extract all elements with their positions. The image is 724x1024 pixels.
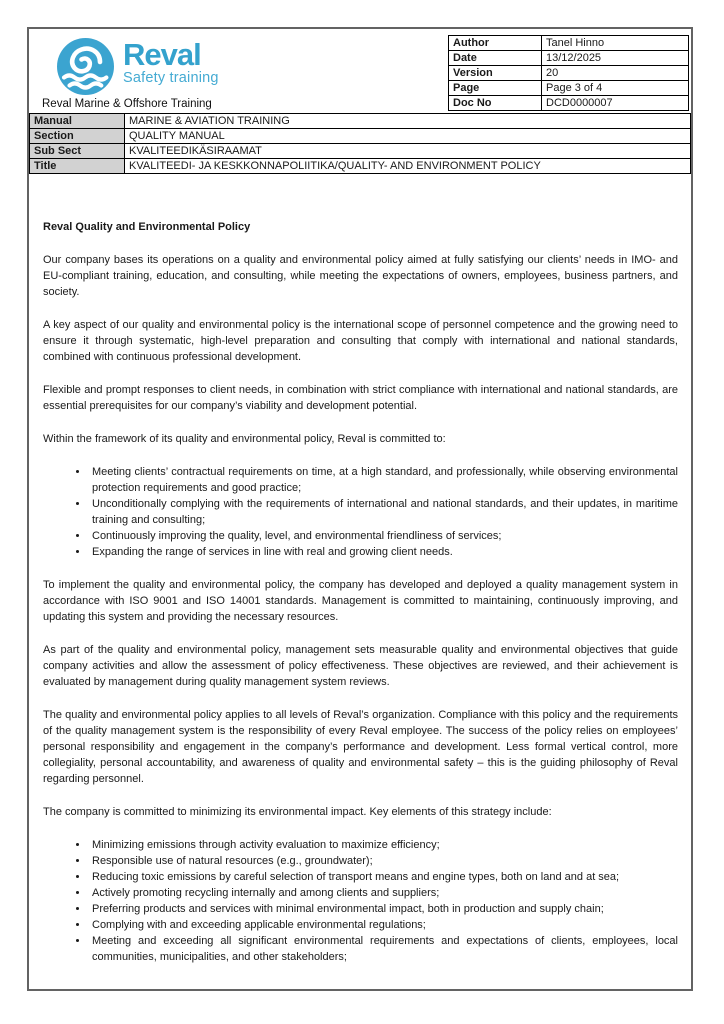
list-item: • Meeting and exceeding all significant environmental requirements and expectations of clients, employees, local communities, municipalities, and other stakeholders; — [89, 933, 678, 965]
wave-circle-icon — [57, 38, 114, 95]
paragraph: The company is committed to minimizing its environmental impact. Key elements of this strategy include: — [43, 806, 552, 818]
document-info-table — [448, 35, 689, 111]
list-item: • Expanding the range of services in line with real and growing client needs. — [89, 544, 678, 560]
meta-row-title — [30, 159, 691, 174]
meta-value: KVALITEEDI- JA KESKKONNAPOLIITIKA/QUALITY- AND ENVIRONMENT POLICY — [125, 159, 691, 174]
info-row-page — [449, 81, 689, 96]
paragraph: Within the framework of its quality and environmental policy, Reval is committed to: — [43, 433, 446, 445]
paragraph: Flexible and prompt responses to client needs, in combination with strict compliance with international and national standards, are essential prerequisites for our company’s viability and development potential. — [43, 384, 678, 412]
list-item: • Continuously improving the quality, level, and environmental friendliness of services; — [89, 528, 678, 544]
info-value: Page 3 of 4 — [542, 81, 689, 96]
list-item: • Reducing toxic emissions by careful selection of transport means and engine types, both on land and at sea; — [89, 869, 678, 885]
list-item: • Unconditionally complying with the requirements of international and national standards, and their updates, in maritime training and consulting; — [89, 496, 678, 528]
info-row-version — [449, 66, 689, 81]
info-label: Author — [449, 36, 542, 51]
info-value: 20 — [542, 66, 689, 81]
logo-brand-name: Reval — [123, 37, 201, 72]
list-item: • Preferring products and services with minimal environmental impact, both in production and supply chain; — [89, 901, 678, 917]
list-item: • Actively promoting recycling internally and among clients and suppliers; — [89, 885, 678, 901]
info-label: Page — [449, 81, 542, 96]
body-heading: Reval Quality and Environmental Policy — [43, 221, 251, 233]
meta-value: MARINE & AVIATION TRAINING — [125, 114, 691, 129]
info-label: Date — [449, 51, 542, 66]
meta-value: QUALITY MANUAL — [125, 129, 691, 144]
paragraph: The quality and environmental policy applies to all levels of Reval’s organization. Compliance with this policy and the requirements of the quality management system is the responsibility of every Reval employee. The success of the policy relies on employees’ personal responsibility and engagement in the company’s performance and development. Less formal vertical control, more collegiality, personal accountability, and awareness of quality and environmental safety – this is the guiding philosophy of Reval regarding personnel. — [43, 709, 678, 785]
meta-label: Sub Sect — [30, 144, 125, 159]
list-item: • Minimizing emissions through activity evaluation to maximize efficiency; — [89, 837, 678, 853]
reval-logo — [57, 38, 219, 95]
document-body — [29, 174, 691, 965]
page-border-frame — [27, 27, 693, 991]
info-row-docno — [449, 96, 689, 111]
info-label: Version — [449, 66, 542, 81]
company-line: Reval Marine & Offshore Training — [42, 98, 212, 110]
info-label: Doc No — [449, 96, 542, 111]
logo-tagline: Safety training — [123, 70, 219, 86]
paragraph: As part of the quality and environmental policy, management sets measurable quality and environmental objectives that guide company activities and allow the assessment of policy effectiveness. These objectives are reviewed, and their achievement is evaluated by management during quality management system reviews. — [43, 644, 678, 688]
meta-value: KVALITEEDIKÄSIRAAMAT — [125, 144, 691, 159]
commitments-list — [43, 464, 678, 560]
paragraph: A key aspect of our quality and environmental policy is the international scope of personnel competence and the growing need to ensure it through systematic, high-level preparation and consulting that comply with international and national standards, combined with continuous professional development. — [43, 319, 678, 363]
environmental-strategy-list — [43, 837, 678, 965]
paragraph: To implement the quality and environmental policy, the company has developed and deployed a quality management system in accordance with ISO 9001 and ISO 14001 standards. Management is committed to maintaining, continuously improving, and updating this system and providing the necessary resources. — [43, 579, 678, 623]
list-item: • Responsible use of natural resources (e.g., groundwater); — [89, 853, 678, 869]
meta-label: Title — [30, 159, 125, 174]
meta-label: Section — [30, 129, 125, 144]
info-row-author — [449, 36, 689, 51]
meta-row-subsect — [30, 144, 691, 159]
info-value: Tanel Hinno — [542, 36, 689, 51]
list-item: • Complying with and exceeding applicable environmental regulations; — [89, 917, 678, 933]
list-item: • Meeting clients’ contractual requirements on time, at a high standard, and professionally, while observing environmental protection requirements and good practice; — [89, 464, 678, 496]
logo-text — [123, 38, 219, 86]
meta-row-section — [30, 129, 691, 144]
meta-row-manual — [30, 114, 691, 129]
paragraph: Our company bases its operations on a quality and environmental policy aimed at fully satisfying our clients’ needs in IMO- and EU-compliant training, education, and consulting, while meeting the expectations of owners, employees, business partners, and society. — [43, 254, 678, 298]
info-row-date — [449, 51, 689, 66]
document-header — [29, 29, 691, 113]
info-value: DCD0000007 — [542, 96, 689, 111]
info-value: 13/12/2025 — [542, 51, 689, 66]
document-meta-table — [29, 113, 691, 174]
meta-label: Manual — [30, 114, 125, 129]
